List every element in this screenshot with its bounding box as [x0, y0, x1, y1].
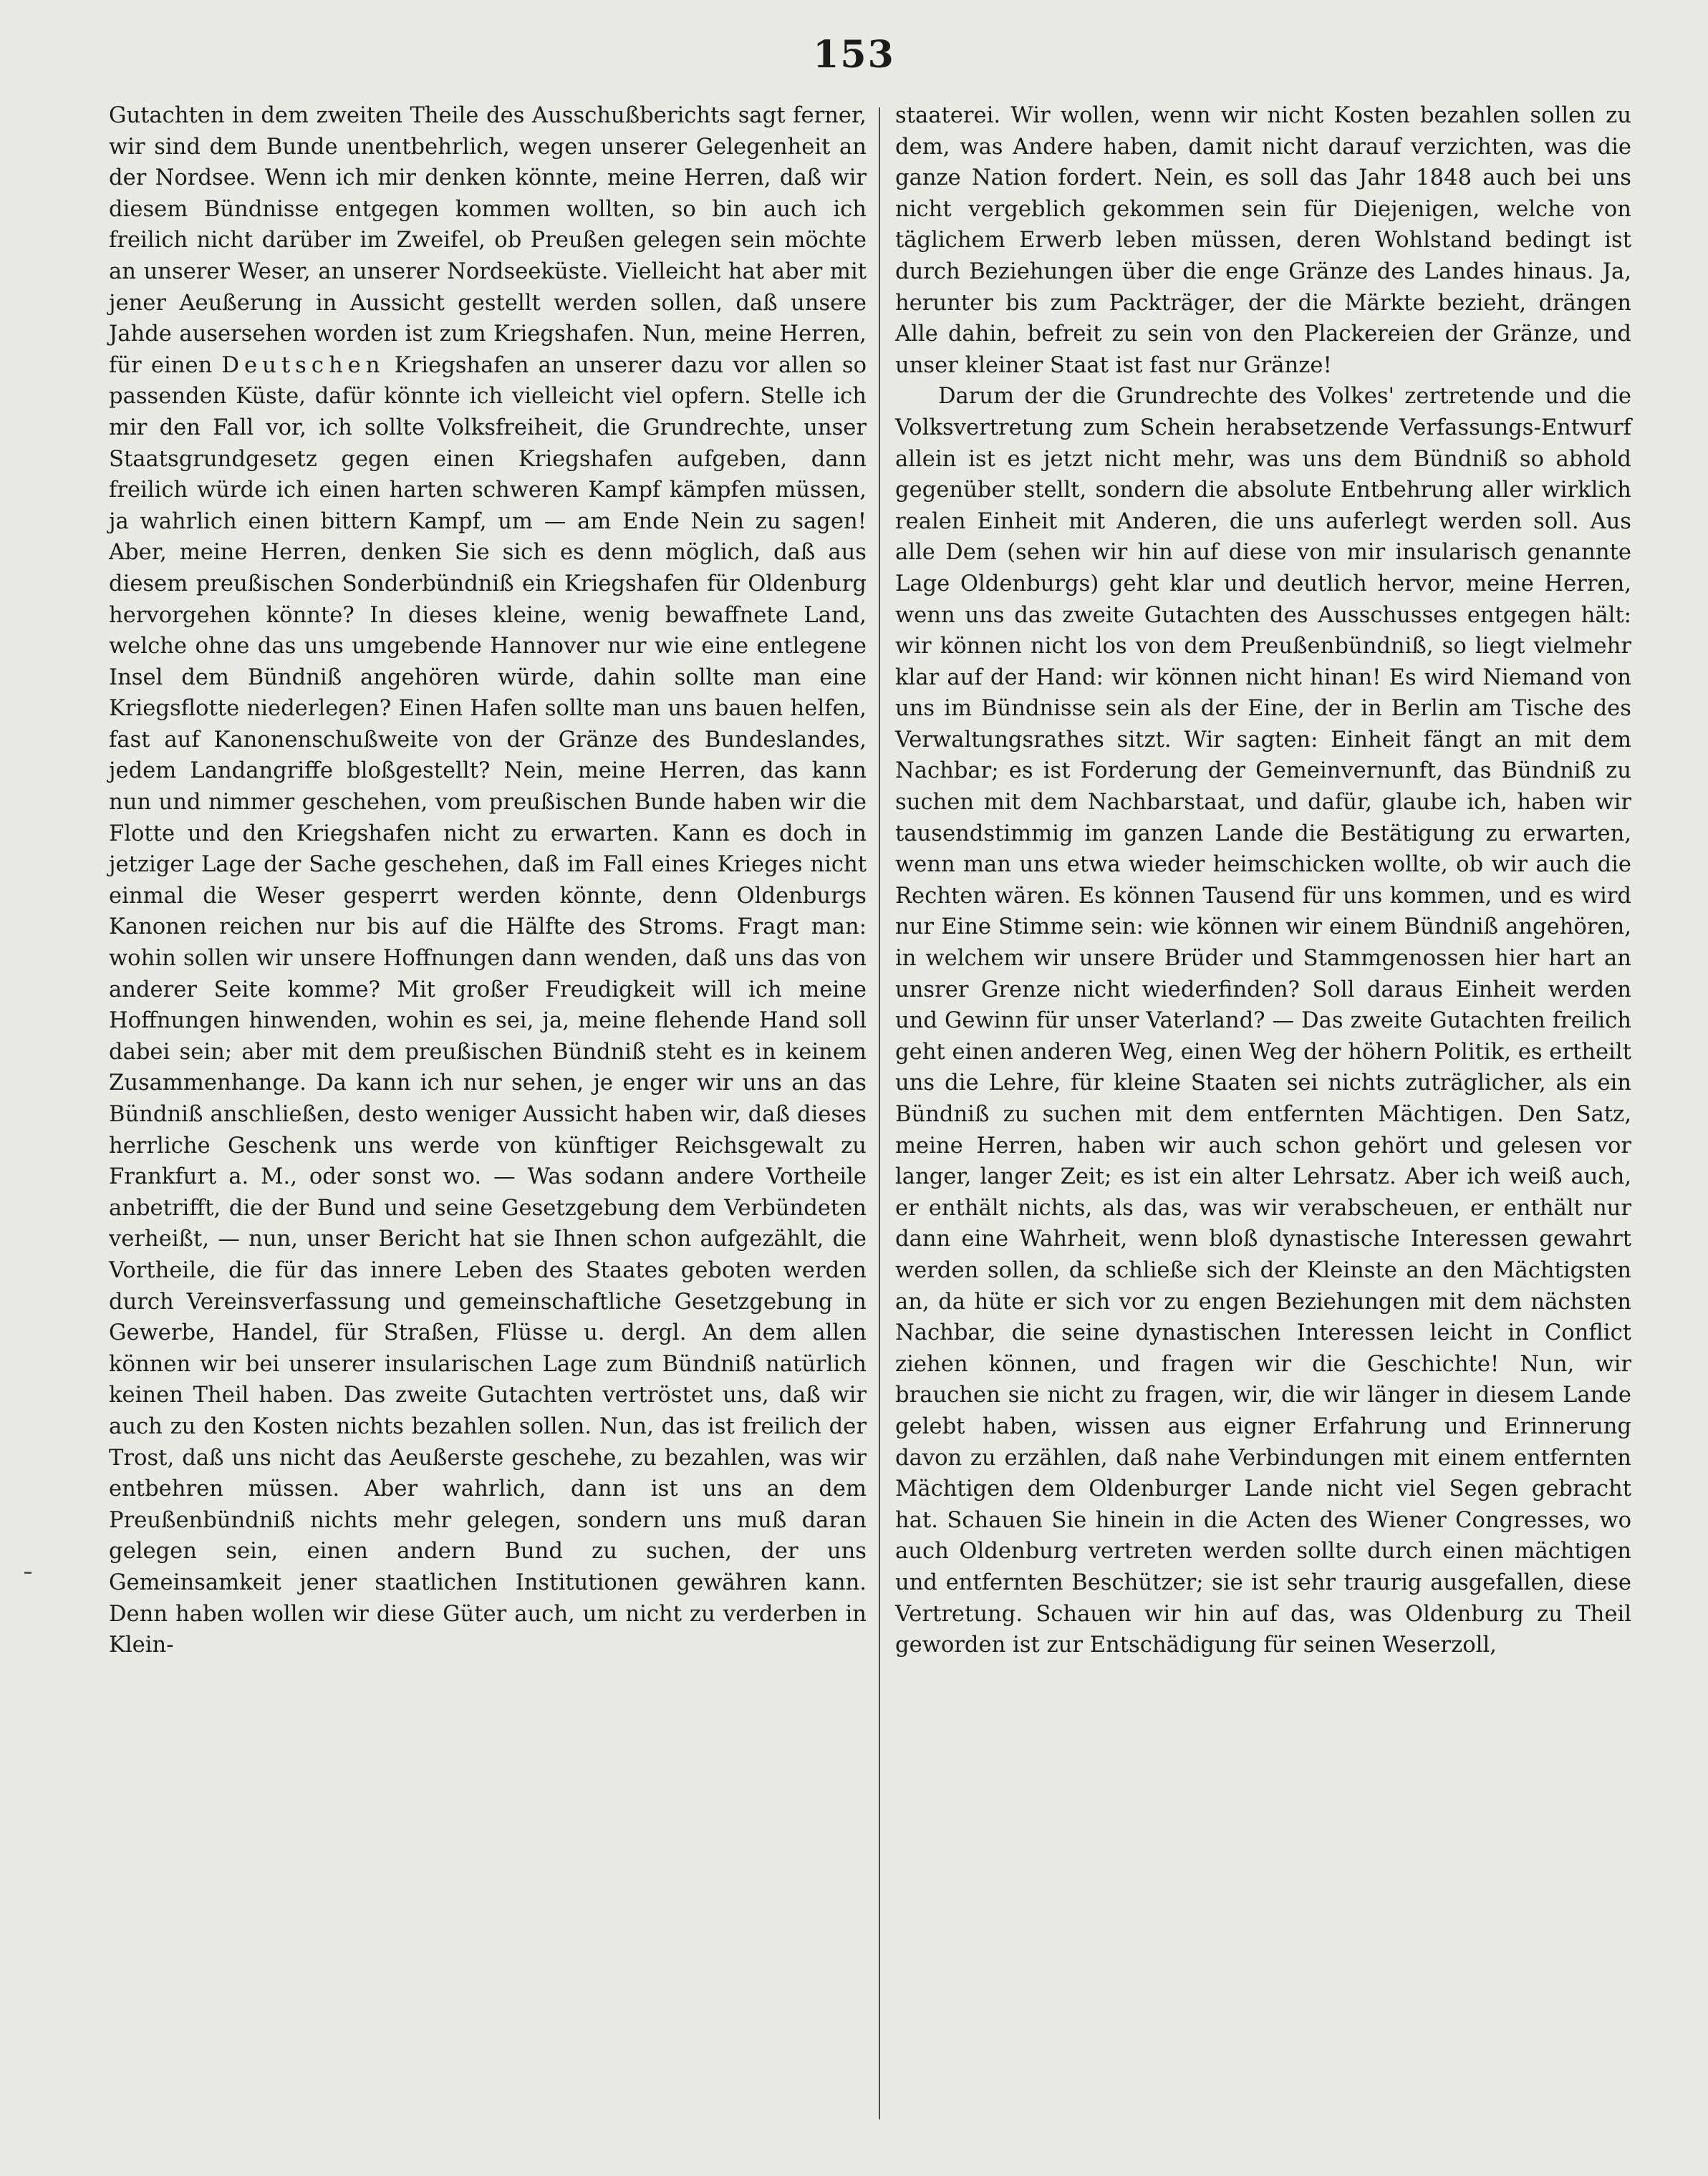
right-column: [895, 100, 1631, 2127]
left-column: [109, 100, 867, 2127]
left-paragraph-1-text-a: Gutachten in dem zweiten Theile des Ausschußberichts sagt ferner, wir sind dem Bunde unentbehrlich, wegen unserer Gelegenheit an der Nordsee. Wenn ich mir denken könnte, meine Herren, daß wir diesem Bündnisse entgegen kommen wollten, so bin auch ich freilich nicht darüber im Zweifel, ob Preußen gelegen sein möchte an unserer Weser, an unserer Nordseeküste. Vielleicht hat aber mit jener Aeußerung in Aussicht gestellt werden sollen, daß unsere Jahde ausersehen worden ist zum Kriegshafen. Nun, meine Herren, für einen: [109, 103, 867, 378]
page-number: 153: [813, 33, 895, 77]
margin-mark: [24, 1572, 32, 1574]
left-paragraph-1: [109, 100, 867, 1661]
left-paragraph-1-spaced-word: Deutschen: [221, 352, 385, 378]
right-paragraph-2: Darum der die Grundrechte des Volkes' zertretende und die Volksvertretung zum Schein herabsetzende Verfassungs-Entwurf allein ist es jetzt nicht mehr, was uns dem Bündniß so abhold gegenüber stellt, sondern die absolute Entbehrung aller wirklich realen Einheit mit Anderen, die uns auferlegt werden soll. Aus alle Dem (sehen wir hin auf diese von mir insularisch genannte Lage Oldenburgs) geht klar und deutlich hervor, meine Herren, wenn uns das zweite Gutachten des Ausschusses entgegen hält: wir können nicht los von dem Preußenbündniß, so liegt vielmehr klar auf der Hand: wir können nicht hinan! Es wird Niemand von uns im Bündnisse sein als der Eine, der in Berlin am Tische des Verwaltungsrathes sitzt. Wir sagten: Einheit fängt an mit dem Nachbar; es ist Forderung der Gemeinvernunft, das Bündniß zu suchen mit dem Nachbarstaat, und dafür, glaube ich, haben wir tausendstimmig im ganzen Lande die Bestätigung zu erwarten, wenn man uns etwa wieder heimschicken wollte, ob wir auch die Rechten wären. Es können Tausend für uns kommen, und es wird nur Eine Stimme sein: wie können wir einem Bündniß angehören, in welchem wir unsere Brüder und Stammgenossen hier hart an unsrer Grenze nicht wiederfinden? Soll daraus Einheit werden und Gewinn für unser Vaterland? — Das zweite Gutachten freilich geht einen anderen Weg, einen Weg der höhern Politik, es ertheilt uns die Lehre, für kleine Staaten sei nichts zuträglicher, als ein Bündniß zu suchen mit dem entfernten Mächtigen. Den Satz, meine Herren, haben wir auch schon gehört und gelesen vor langer, langer Zeit; es ist ein alter Lehrsatz. Aber ich weiß auch, er enthält nichts, als das, was wir verabscheuen, er enthält nur dann eine Wahrheit, wenn bloß dynastische Interessen gewahrt werden sollen, da schließe sich der Kleinste an den Mächtigsten an, da hüte er sich vor zu engen Beziehungen mit dem nächsten Nachbar, die seine dynastischen Interessen leicht in Conflict ziehen können, und fragen wir die Geschichte! Nun, wir brauchen sie nicht zu fragen, wir, die wir länger in diesem Lande gelebt haben, wissen aus eigner Erfahrung und Erinnerung davon zu erzählen, daß nahe Verbindungen mit einem entfernten Mächtigen dem Oldenburger Lande nicht viel Segen gebracht hat. Schauen Sie hinein in die Acten des Wiener Congresses, wo auch Oldenburg vertreten werden sollte durch einen mächtigen und entfernten Beschützer; sie ist sehr traurig ausgefallen, diese Vertretung. Schauen wir hin auf das, was Oldenburg zu Theil geworden ist zur Entschädigung für seinen Weserzoll,: [895, 384, 1631, 1658]
right-paragraph-1: staaterei. Wir wollen, wenn wir nicht Kosten bezahlen sollen zu dem, was Andere haben, damit nicht darauf verzichten, was die ganze Nation fordert. Nein, es soll das Jahr 1848 auch bei uns nicht vergeblich gekommen sein für Diejenigen, welche von täglichem Erwerb leben müssen, deren Wohlstand bedingt ist durch Beziehungen über die enge Gränze des Landes hinaus. Ja, herunter bis zum Packträger, der die Märkte bezieht, drängen Alle dahin, befreit zu sein von den Plackereien der Gränze, und unser kleiner Staat ist fast nur Gränze!: [895, 103, 1631, 378]
column-divider: [879, 107, 880, 2119]
left-paragraph-1-text-b: Kriegshafen an unserer dazu vor allen so passenden Küste, dafür könnte ich vielleicht viel opfern. Stelle ich mir den Fall vor, ich sollte Volksfreiheit, die Grundrechte, unser Staatsgrundgesetz gegen einen Kriegshafen aufgeben, dann freilich würde ich einen harten schweren Kampf kämpfen müssen, ja wahrlich einen bittern Kampf, um — am Ende Nein zu sagen! Aber, meine Herren, denken Sie sich es denn möglich, daß aus diesem preußischen Sonderbündniß ein Kriegshafen für Oldenburg hervorgehen könnte? In dieses kleine, wenig bewaffnete Land, welche ohne das uns umgebende Hannover nur wie eine entlegene Insel dem Bündniß angehören würde, dahin sollte man eine Kriegsflotte niederlegen? Einen Hafen sollte man uns bauen helfen, fast auf Kanonenschußweite von der Gränze des Bundeslandes, jedem Landangriffe bloßgestellt? Nein, meine Herren, das kann nun und nimmer geschehen, vom preußischen Bunde haben wir die Flotte und den Kriegshafen nicht zu erwarten. Kann es doch in jetziger Lage der Sache geschehen, daß im Fall eines Krieges nicht einmal die Weser gesperrt werden könnte, denn Oldenburgs Kanonen reichen nur bis auf die Hälfte des Stroms. Fragt man: wohin sollen wir unsere Hoffnungen dann wenden, daß uns das von anderer Seite komme? Mit großer Freudigkeit will ich meine Hoffnungen hinwenden, wohin es sei, ja, meine flehende Hand soll dabei sein; aber mit dem preußischen Bündniß steht es in keinem Zusammenhange. Da kann ich nur sehen, je enger wir uns an das Bündniß anschließen, desto weniger Aussicht haben wir, daß dieses herrliche Geschenk uns werde von künftiger Reichsgewalt zu Frankfurt a. M., oder sonst wo. — Was sodann andere Vortheile anbetrifft, die der Bund und seine Gesetzgebung dem Verbündeten verheißt, — nun, unser Bericht hat sie Ihnen schon aufgezählt, die Vortheile, die für das innere Leben des Staates geboten werden durch Vereinsverfassung und gemeinschaftliche Gesetzgebung in Gewerbe, Handel, für Straßen, Flüsse u. dergl. An dem allen können wir bei unserer insularischen Lage zum Bündniß natürlich keinen Theil haben. Das zweite Gutachten vertröstet uns, daß wir auch zu den Kosten nichts bezahlen sollen. Nun, das ist freilich der Trost, daß uns nicht das Aeußerste geschehe, zu bezahlen, was wir entbehren müssen. Aber wahrlich, dann ist uns an dem Preußenbündniß nichts mehr gelegen, sondern uns muß daran gelegen sein, einen andern Bund zu suchen, der uns Gemeinsamkeit jener staatlichen Institutionen gewähren kann. Denn haben wollen wir diese Güter auch, um nicht zu verderben in Klein-: [109, 352, 867, 1658]
